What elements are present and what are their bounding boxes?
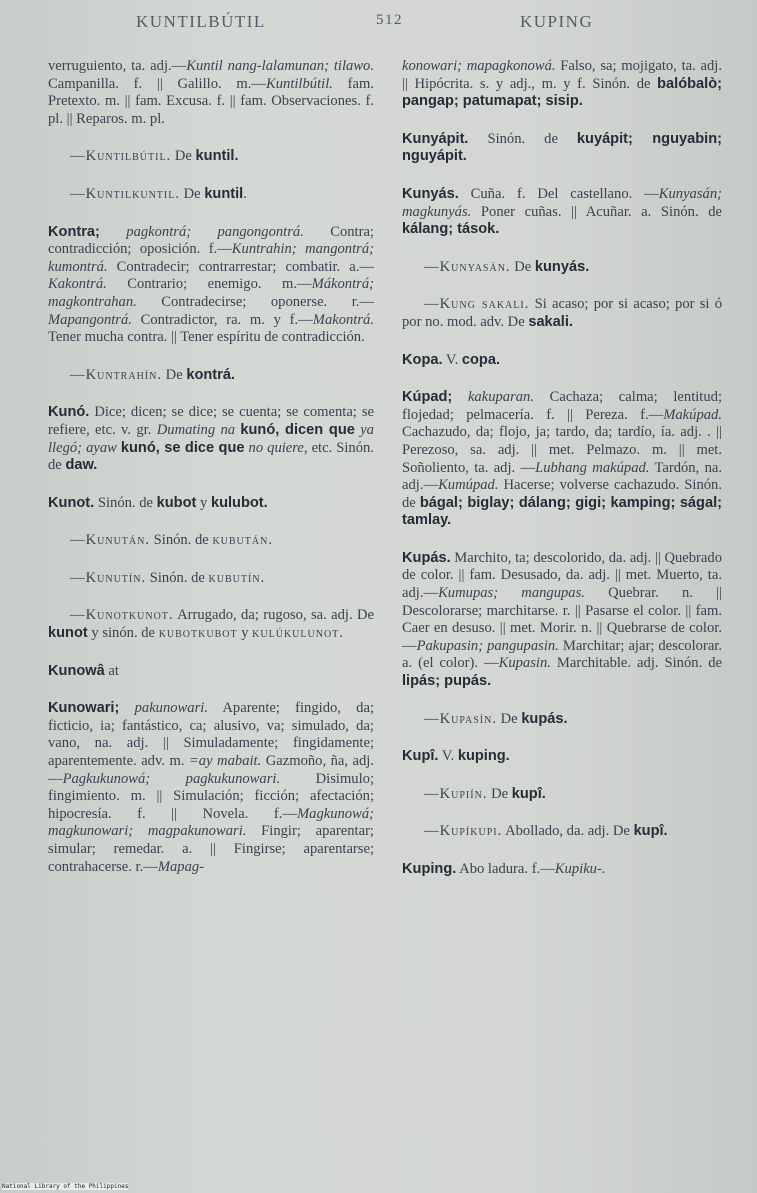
entry-kupiin: —Kupiín. De kupî. [424, 785, 546, 802]
left-column [48, 58, 374, 896]
entry-kunyas: Kunyás. Cuña. f. Del castellano. —Kunyasán; magkunyás. Poner cuñas. || Acuñar. a. Sinón. de kálang; tások. [402, 185, 722, 238]
entry-kunutin: —Kunutín. Sinón. de kubutín. [70, 569, 266, 586]
entry-kupad: Kúpad; kakuparan. Cachaza; calma; lentitud; flojedad; pelmacería. f. || Pereza. f.—Makúpad. Cachazudo, da; flojo, ja; tardo, da; tardío, ía. adj. . || Perezoso, sa. adj. || met. Pelmazo. m. || met. Soñoliento, ta. adj. —Lubhang makúpad. Tardón, na. adj.—Kumúpad. Hacerse; volverse cachazudo. Sinón. de bágal; biglay; dálang; gigi; kamping; ságal; tamlay. [402, 389, 723, 529]
entry-kuntilkuntil: —Kuntilkuntil. De kuntil. [70, 185, 247, 202]
entry-kuntilbutil: —Kuntilbútil. De kuntil. [70, 148, 239, 165]
entry-kuntrahin: —Kuntrahín. De kontrá. [70, 366, 235, 383]
header-left-word: KUNTILBÚTIL [136, 12, 266, 31]
entry-kunyasan: —Kunyasán. De kunyás. [424, 258, 590, 275]
entry-kunowari-continued: konowari; mapagkonowá. Falso, sa; mojigato, ta. adj. || Hipócrita. s. y adj., m. y f. Sinón. de balóbalò; pangap; patumapat; sisip. [402, 58, 722, 110]
entry-kunyapit: Kunyápit. Sinón. de kuyápit; nguyabin; nguyápit. [402, 130, 722, 165]
running-header [0, 12, 757, 38]
entry-kung-sakali: —Kung sakali. Si acaso; por si acaso; por si ó por no. mod. adv. De sakali. [402, 296, 722, 330]
entry-kupi: Kupî. V. kuping. [402, 748, 510, 765]
entry-kuno: Kunó. Dice; dicen; se dice; se cuenta; se comenta; se refiere, etc. v. gr. Dumating na kunó, dicen que ya llegó; ayaw kunó, se dice que no quiere, etc. Sinón. de daw. [48, 404, 374, 474]
entry-kunowa: Kunowâ at [48, 662, 119, 679]
page-number: 512 [376, 12, 403, 28]
entry-kopa: Kopa. V. copa. [402, 351, 501, 368]
entry-continuation: verruguiento, ta. adj.—Kuntil nang-lalamunan; tilawo. Campanilla. f. || Galillo. m.—Kuntilbútil. fam. Pretexto. m. || fam. Excusa. f. || fam. Observaciones. f. pl. || Reparos. m. pl. [48, 58, 374, 127]
header-right-word: KUPING [520, 12, 594, 31]
entry-kontra: Kontra; pagkontrá; pangongontrá. Contra; contradicción; oposición. f.—Kuntrahin; mangontrá; kumontrá. Contradecir; contrarrestar; combatir. a.—Kakontrá. Contrario; enemigo. m.—Mákontrá; magkontrahan. Contradecirse; oponerse. r.—Mapangontrá. Contradictor, ra. m. y f.—Makontrá. Tener mucha contra. || Tener espíritu de contradicción. [48, 223, 374, 346]
entry-kunutan: —Kunután. Sinón. de kubután. [70, 532, 273, 549]
entry-kuping: Kuping. Abo ladura. f.—Kupiku-. [402, 861, 606, 877]
entry-kupasin: —Kupasín. De kupás. [424, 710, 568, 727]
right-column [402, 58, 722, 899]
entry-kupikupi: —Kupíkupi. Abollado, da. adj. De kupî. [424, 823, 668, 840]
entry-kunowari: Kunowari; pakunowari. Aparente; fingido, da; ficticio, ia; fantástico, ca; alusivo, va; simulado, da; vano, na. adj. || Simuladamente; fingidamente; aparentemente. adv. m. =ay mabait. Gazmoño, ña, adj.—Pagkukunowá; pagkukunowari. Disimulo; fingimiento. m. || Simulación; ficción; afectación; hipocresía. f. || Novela. f.—Magkunowá; magkunowari; magpakunowari. Fingir; aparentar; simular; remedar. a. || Fingirse; aparentarse; contrahacerse. r.—Mapag- [48, 700, 375, 875]
entry-kupas: Kupás. Marchito, ta; descolorido, da. adj. || Quebrado de color. || fam. Desusado, da. adj. || met. Muerto, ta. adj.—Kumupas; mangupas. Quebrar. n. || Descolorarse; marchitarse. r. || Pasarse el color. || fam. Caer en desuso. || met. Morir. n. || Quebrarse de color.—Pakupasin; pangupasin. Marchitar; ajar; descolorar. a. (el color). —Kupasin. Marchitable. adj. Sinón. de lipás; pupás. [402, 549, 722, 690]
entry-kunot: Kunot. Sinón. de kubot y kulubot. [48, 494, 268, 511]
entry-kunotkunot: —Kunotkunot. Arrugado, da; rugoso, sa. adj. De kunot y sinón. de kubotkubot y kulúkulunot. [48, 607, 374, 642]
library-footer: National Library of the Philippines [2, 1183, 129, 1190]
